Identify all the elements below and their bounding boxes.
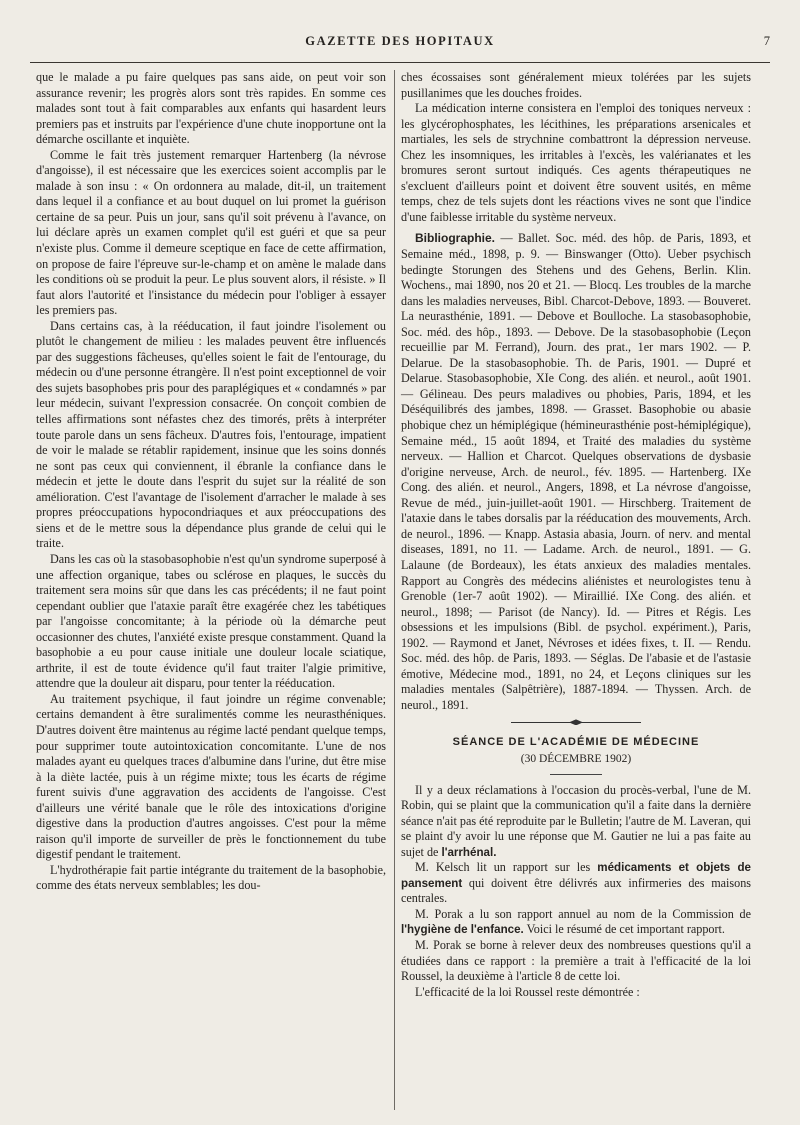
bibliography-text: — Ballet. Soc. méd. des hôp. de Paris, 1893, et Semaine méd., 1898, p. 9. — Binswanger (Otto). Ueber psychisch bedingte Storungen des Stehens und des Gehens, Berlin. Klin. Wochens., mai 1890, nos 20 et 21. — Blocq. Les troubles de la marche dans les maladies nerveuses, Bibl. Charcot-Debove, 1893. — Bouveret. La neurasthénie, 1891. — Debove et Boulloche. La stasobasophobie, Soc. méd. des hôp., 1893. — Debove. De la stasobasophobie (Leçon recueillie par M. Ferrand), Journ. des prat., 1er mars 1902. — P. Delarue. De la stasobasophobie. Th. de Paris, 1901. — Dupré et Delarue. Stasobasophobie, XIe Cong. des alién. et neurol., août 1901. — Gélineau. Des peurs maladives ou phobies, Paris, 1894, et les Déséquilibrés des jambes, 1898. — Grasset. Basophobie ou abasie phobique chez un hémiplégique (hémineurasthénie post-hémiplégique), Semaine méd., 15 août 1894, et Traité des maladies du système nerveux. — Hallion et Charcot. Quelques observations de dysbasie d'origine nerveuse, Arch. de neurol., fév. 1895. — Hartenberg. IXe Cong. des alién. et neurol., Angers, 1898, et La névrose d'angoisse, Revue de méd., juin-juillet-août 1901. — Hirschberg. Traitement de l'ataxie dans le tabes dorsalis par la rééducation des mouvements, Arch. de neurol., 1896. — Knapp. Astasia abasia, Journ. of nerv. and mental diseases, 1891, no 11. — Ladame. Arch. de neurol., 1891. — G. Lalaune (de Bordeaux), les états anxieux des maladies mentales. Rapport au Congrès des médecins aliénistes et neurologistes tenu à Grenoble (1er-7 août 1902). — Miraillié. IXe Cong. des alién. et neurol., 1898; — Parisot (de Nancy). Id. — Pitres et Régis. Les obsessions et les impulsions (Bibl. de psychol. expériment.), Paris, 1902. — Raymond et Janet, Névroses et idées fixes, t. II. — Rendu. Soc. méd. des hôp. de Paris, 1893. — Séglas. De l'abasie et de l'astasie émotive, Médecine mod., 1891, no 24, et Leçons cliniques sur les maladies mentales (Salpêtrière), 1887-1894. — Thyssen. Arch. de neurol., 1891. — [401, 231, 751, 712]
paragraph: Dans les cas où la stasobasophobie n'est qu'un syndrome superposé à une affection organique, tabes ou sclérose en plaques, le succès du traitement sera moins sûr que dans les cas précédents; il ne faut point cependant oublier que l'ataxie paraît être exagérée chez les tabétiques par l'angoisse concomitante; à la période où la démarche peut occasionner des chutes, l'anxiété existe presque constamment. Quand la basophobie a eu pour cause initiale une douleur locale sciatique, arthrite, il est de toute évidence qu'il faut traiter l'algie primitive, attendre que la douleur ait disparu, pour tenter la rééducation. — [36, 551, 386, 691]
paragraph: que le malade a pu faire quelques pas sans aide, on peut voir son assurance revenir; les progrès alors sont très rapides. En somme ces malades sont tout à fait comparables aux enfants qui hasardent leurs premiers pas et instruits par l'expérience d'une chute inopportune ont la démarche oscillante et inquiète. — [36, 70, 386, 147]
bold-term: médicaments et objets de pansement — [401, 861, 751, 890]
paragraph: M. Porak se borne à relever deux des nombreuses questions qu'il a étudiées dans ce rapport : la première a trait à l'efficacité de la loi Roussel, la deuxième à l'article 8 de cette loi. — [401, 937, 751, 984]
left-column — [36, 70, 386, 894]
running-title: GAZETTE DES HOPITAUX — [305, 34, 495, 48]
column-divider — [394, 70, 395, 1110]
page-header — [30, 34, 770, 54]
right-column — [401, 70, 751, 1000]
paragraph: Dans certains cas, à la rééducation, il faut joindre l'isolement ou plutôt le changement de milieu : les malades peuvent être influencés par des suggestions fâcheuses, qu'elles soient le fait de l'entourage, du médecin ou d'une personne étrangère. Il n'est point exceptionnel de voir des sujets basophobes pris pour des paraplégiques et « condamnés » par leur médecin, suivant l'expression consacrée. On conçoit combien de telles affirmations sont néfastes chez des timorés, prêts à interpréter toute parole dans un sens fâcheux. D'autres fois, l'entourage, impatient de voir le malade se rétablir rapidement, insinue que les soins donnés ne sont pas ceux qui conviennent, il ébranle la confiance dans le médecin et jette le doute dans l'esprit du sujet sur la réalité de son amélioration. C'est l'avantage de l'isolement d'arracher le malade à ses propres préoccupations hypocondriaques et aux préoccupations des siens et de le mettre sous la dépendance plus grande de celui qui le traite. — [36, 318, 386, 551]
page-number: 7 — [763, 34, 770, 48]
short-rule — [550, 774, 602, 775]
paragraph: La médication interne consistera en l'emploi des toniques nerveux : les glycérophosphates, les lécithines, les préparations arsenicales et martiales, les sels de strychnine combattront la dépression nerveuse. Chez les insomniques, les irritables à l'excès, les valérianates et les bromures seront surtout indiqués. Ces agents thérapeutiques ne s'excluent d'ailleurs point et doivent être souvent usités, en même temps, chez de tels sujets dont les réactions vives ne sont que l'indice d'une faiblesse irritable du système nerveux. — [401, 101, 751, 224]
bold-term: l'arrhénal. — [441, 845, 497, 859]
paragraph: Il y a deux réclamations à l'occasion du procès-verbal, l'une de M. Robin, qui se plaint que la communication qu'il a faite dans la dernière séance n'ait pas été reproduite par le Bulletin; l'autre de M. Laveran, qui se plaint d'y avoir lu une réponse que M. Gautier ne lui a pas faite au sujet de l'arrhénal. — [401, 782, 751, 859]
paragraph: Comme le fait très justement remarquer Hartenberg (la névrose d'angoisse), il est nécessaire que les exercices soient accomplis par le malade à son insu : « On ordonnera au malade, dit-il, un traitement dans lequel il a confiance et au bout duquel on lui promet la guérison certaine de sa peur. Puis un jour, sans qu'il soit prévenu à l'avance, on lui déclare après un examen complet qu'il est guéri et que sa peur n'existe plus. Comme il demeure sceptique en face de cette affirmation, on propose de faire l'épreuve sur-le-champ et on amène le malade dans les conditions où se produit la peur. Le plus souvent alors, il résiste. » Il faut alors l'autorité et l'insistance du médecin pour l'obliger à essayer les premiers pas. — [36, 147, 386, 318]
section-separator — [511, 719, 641, 727]
paragraph: ches écossaises sont généralement mieux tolérées par les sujets pusillanimes que les douches froides. — [401, 70, 751, 100]
paragraph: M. Porak a lu son rapport annuel au nom de la Commission de l'hygiène de l'enfance. Voici le résumé de cet important rapport. — [401, 906, 751, 937]
section-date: (30 DÉCEMBRE 1902) — [520, 752, 632, 765]
paragraph: M. Kelsch lit un rapport sur les médicaments et objets de pansement qui doivent être délivrés aux infirmeries des maisons centrales. — [401, 860, 751, 906]
paragraph: Au traitement psychique, il faut joindre un régime convenable; certains demandent à être suralimentés comme les neurasthéniques. D'autres doivent être maintenus au régime lacté pendant quelque temps, pour supprimer toute autointoxication concomitante. L'une de nos malades ayant eu quelques traces d'albumine dans l'urine, dut être mise à la diète lactée, puis à un régime mixte; tous les écarts de régime furent suivis d'une aggravation des accidents de l'angoisse. C'est d'ailleurs une vérité banale que le rôle des intoxications d'origine digestive dans la production d'autres angoisses. C'est pour la même raison qu'il importe de surveiller de près le fonctionnement du tube digestif pendant le traitement. — [36, 691, 386, 862]
section-title: SÉANCE DE L'ACADÉMIE DE MÉDECINE — [452, 736, 700, 749]
bibliography — [401, 231, 751, 713]
paragraph: L'hydrothérapie fait partie intégrante du traitement de la basophobie, comme des états nerveux semblables; les dou- — [36, 862, 386, 893]
header-rule — [30, 62, 770, 63]
bibliography-heading: Bibliographie. — [415, 231, 496, 246]
paragraph: L'efficacité de la loi Roussel reste démontrée : — [415, 984, 640, 999]
bold-term: l'hygiène de l'enfance. — [401, 923, 524, 937]
